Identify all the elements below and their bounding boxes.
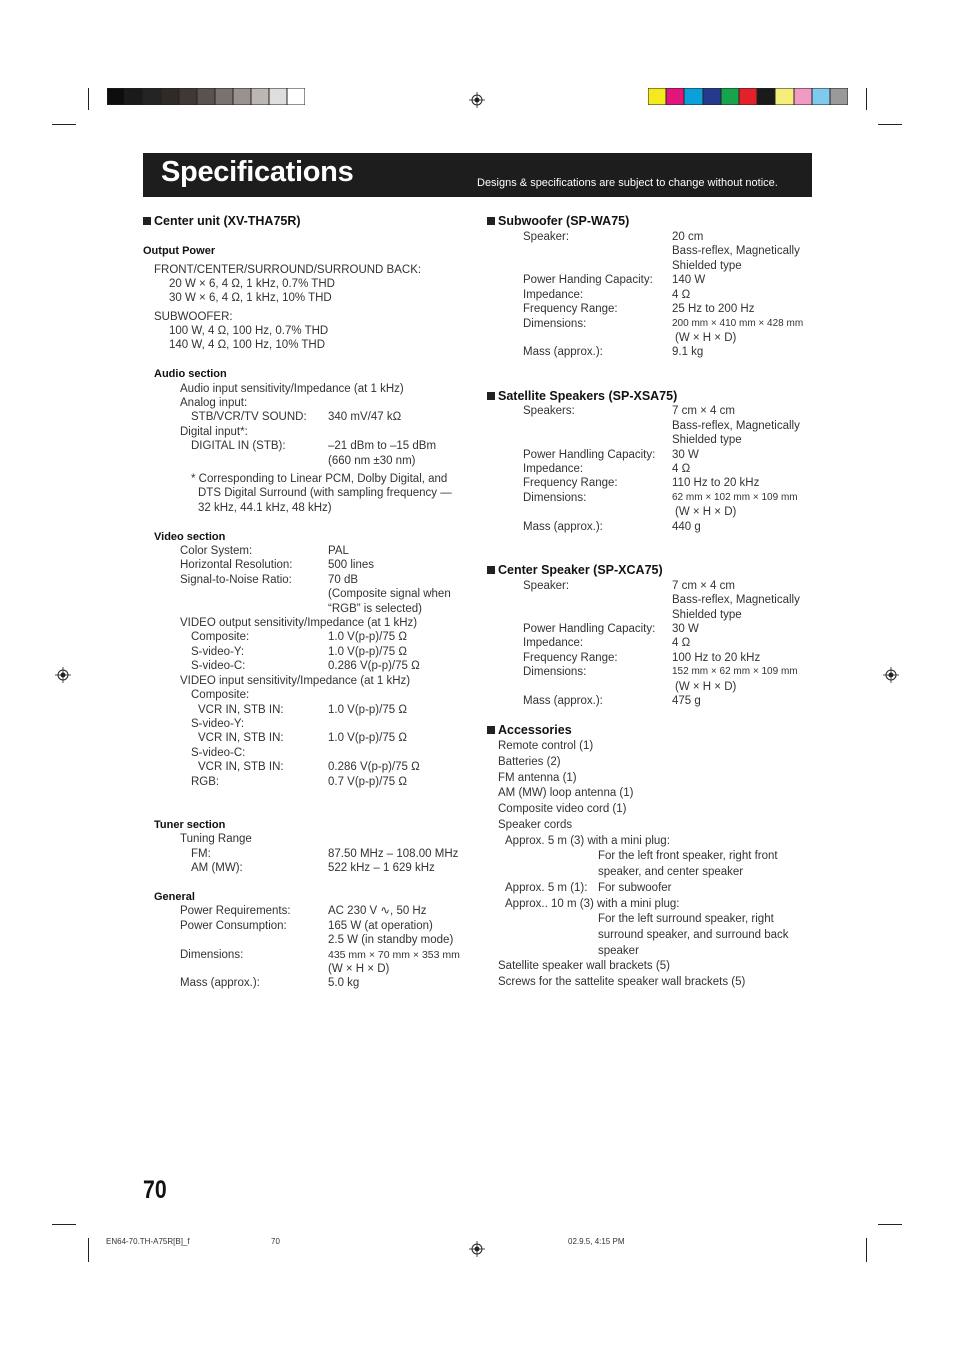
spec-label: Power Handling Capacity: bbox=[523, 623, 656, 635]
spec-value: 25 Hz to 200 Hz bbox=[672, 303, 755, 315]
spec-label: Power Handing Capacity: bbox=[523, 274, 653, 286]
spec-value: 200 mm × 410 mm × 428 mm bbox=[672, 318, 804, 329]
list-item-desc: speaker bbox=[598, 945, 639, 957]
spec-label: Frequency Range: bbox=[523, 303, 618, 315]
section-heading-center-unit bbox=[143, 214, 301, 228]
color-swatch bbox=[107, 88, 125, 105]
section-heading-text: Accessories bbox=[498, 723, 572, 737]
list-item: FM antenna (1) bbox=[498, 772, 577, 784]
spec-value: Bass-reflex, Magnetically bbox=[672, 245, 800, 257]
spec-value: 1.0 V(p-p)/75 Ω bbox=[328, 732, 407, 744]
page-title: Specifications bbox=[161, 156, 354, 188]
spec-value: (660 nm ±30 nm) bbox=[328, 455, 416, 467]
subheading-tuner: Tuner section bbox=[154, 819, 226, 831]
spec-label: AM (MW): bbox=[191, 862, 243, 874]
spec-value: 30 W bbox=[672, 623, 699, 635]
color-swatch bbox=[794, 88, 812, 105]
spec-label: Frequency Range: bbox=[523, 477, 618, 489]
spec-label: Audio input sensitivity/Impedance (at 1 kHz) bbox=[180, 383, 404, 395]
spec-label: Analog input: bbox=[180, 397, 248, 409]
spec-label: VIDEO input sensitivity/Impedance (at 1 kHz) bbox=[180, 675, 411, 687]
spec-label: RGB: bbox=[191, 776, 220, 788]
crop-mark bbox=[88, 88, 89, 110]
spec-value: 100 Hz to 20 kHz bbox=[672, 652, 761, 664]
crop-mark bbox=[878, 1224, 902, 1225]
color-swatch bbox=[125, 88, 143, 105]
footnote: DTS Digital Surround (with sampling frequency — bbox=[198, 487, 452, 499]
spec-label: Color System: bbox=[180, 545, 253, 557]
spec-value: Bass-reflex, Magnetically bbox=[672, 594, 800, 606]
subheading-output-power: Output Power bbox=[143, 245, 216, 257]
list-item-desc: speaker, and center speaker bbox=[598, 866, 744, 878]
section-heading-text: Center Speaker (SP-XCA75) bbox=[498, 563, 663, 577]
spec-value: Shielded type bbox=[672, 260, 742, 272]
spec-value: (W × H × D) bbox=[675, 332, 737, 344]
color-swatch bbox=[143, 88, 161, 105]
spec-label: VCR IN, STB IN: bbox=[198, 761, 284, 773]
crop-mark bbox=[88, 1238, 89, 1262]
color-swatch bbox=[721, 88, 739, 105]
spec-value: 7 cm × 4 cm bbox=[672, 580, 735, 592]
list-item: Speaker cords bbox=[498, 819, 573, 831]
spec-label: SUBWOOFER: bbox=[154, 311, 233, 323]
section-heading-text: Center unit (XV-THA75R) bbox=[154, 214, 301, 228]
color-swatch bbox=[830, 88, 848, 105]
spec-label: Power Handling Capacity: bbox=[523, 449, 656, 461]
spec-value: 435 mm × 70 mm × 353 mm bbox=[328, 949, 460, 961]
spec-label: Mass (approx.): bbox=[180, 977, 260, 989]
spec-label: VCR IN, STB IN: bbox=[198, 732, 284, 744]
color-swatch bbox=[757, 88, 775, 105]
footer-filename: EN64-70.TH-A75R[B]_f bbox=[106, 1237, 190, 1246]
spec-value: 0.7 V(p-p)/75 Ω bbox=[328, 776, 407, 788]
spec-label: Mass (approx.): bbox=[523, 346, 603, 358]
spec-label: FM: bbox=[191, 848, 211, 860]
section-heading-subwoofer bbox=[487, 214, 629, 228]
spec-value: 4 Ω bbox=[672, 637, 691, 649]
crop-mark bbox=[878, 124, 902, 125]
section-heading-satellite bbox=[487, 389, 677, 403]
header-notice: Designs & specifications are subject to change without notice. bbox=[477, 177, 778, 189]
list-item: Satellite speaker wall brackets (5) bbox=[498, 960, 670, 972]
spec-label: Mass (approx.): bbox=[523, 695, 603, 707]
spec-label: Signal-to-Noise Ratio: bbox=[180, 574, 292, 586]
registration-mark-icon bbox=[469, 1241, 485, 1257]
color-swatch bbox=[684, 88, 702, 105]
page-number: 70 bbox=[143, 1176, 167, 1204]
subheading-audio: Audio section bbox=[154, 368, 227, 380]
spec-value: 475 g bbox=[672, 695, 701, 707]
color-swatch bbox=[269, 88, 287, 105]
spec-label: Speaker: bbox=[523, 580, 570, 592]
crop-mark bbox=[866, 88, 867, 110]
spec-value: 0.286 V(p-p)/75 Ω bbox=[328, 660, 420, 672]
color-swatch bbox=[251, 88, 269, 105]
spec-label: DIGITAL IN (STB): bbox=[191, 440, 286, 452]
square-bullet-icon bbox=[487, 217, 495, 225]
spec-value: 0.286 V(p-p)/75 Ω bbox=[328, 761, 420, 773]
spec-value: 87.50 MHz – 108.00 MHz bbox=[328, 848, 459, 860]
spec-label: Impedance: bbox=[523, 637, 584, 649]
spec-value: 62 mm × 102 mm × 109 mm bbox=[672, 492, 798, 503]
crop-mark bbox=[52, 124, 76, 125]
spec-value: (Composite signal when bbox=[328, 588, 451, 600]
registration-mark-icon bbox=[55, 667, 71, 683]
color-swatch bbox=[812, 88, 830, 105]
spec-label: Speaker: bbox=[523, 231, 570, 243]
spec-label: S-video-Y: bbox=[191, 718, 245, 730]
spec-value: 500 lines bbox=[328, 559, 375, 571]
spec-value: 4 Ω bbox=[672, 289, 691, 301]
spec-label: VCR IN, STB IN: bbox=[198, 704, 284, 716]
list-item-desc: surround speaker, and surround back bbox=[598, 929, 789, 941]
list-item: Approx.. 10 m (3) with a mini plug: bbox=[505, 898, 680, 910]
spec-value: Bass-reflex, Magnetically bbox=[672, 420, 800, 432]
spec-value: 30 W × 6, 4 Ω, 1 kHz, 10% THD bbox=[169, 292, 332, 304]
color-swatch bbox=[233, 88, 251, 105]
list-item-desc: For subwoofer bbox=[598, 882, 672, 894]
spec-value: “RGB” is selected) bbox=[328, 603, 422, 615]
spec-value: Shielded type bbox=[672, 434, 742, 446]
spec-value: 70 dB bbox=[328, 574, 359, 586]
spec-label: Impedance: bbox=[523, 289, 584, 301]
spec-value: 20 cm bbox=[672, 231, 704, 243]
spec-value: 1.0 V(p-p)/75 Ω bbox=[328, 646, 407, 658]
spec-label: Power Consumption: bbox=[180, 920, 287, 932]
list-item: Screws for the sattelite speaker wall brackets (5) bbox=[498, 976, 746, 988]
color-swatch bbox=[666, 88, 684, 105]
spec-value: 20 W × 6, 4 Ω, 1 kHz, 0.7% THD bbox=[169, 278, 335, 290]
spec-value: 165 W (at operation) bbox=[328, 920, 433, 932]
section-heading-text: Subwoofer (SP-WA75) bbox=[498, 214, 630, 228]
spec-label: Dimensions: bbox=[523, 492, 587, 504]
registration-mark-icon bbox=[469, 92, 485, 108]
footnote: * Corresponding to Linear PCM, Dolby Digital, and bbox=[191, 473, 448, 485]
color-swatch bbox=[703, 88, 721, 105]
spec-value: PAL bbox=[328, 545, 349, 557]
spec-value: 7 cm × 4 cm bbox=[672, 405, 735, 417]
crop-mark bbox=[52, 1224, 76, 1225]
spec-value: Shielded type bbox=[672, 609, 742, 621]
spec-label: Frequency Range: bbox=[523, 652, 618, 664]
spec-label: STB/VCR/TV SOUND: bbox=[191, 411, 307, 423]
list-item: AM (MW) loop antenna (1) bbox=[498, 787, 634, 799]
list-item: Composite video cord (1) bbox=[498, 803, 627, 815]
square-bullet-icon bbox=[487, 726, 495, 734]
spec-label: Dimensions: bbox=[523, 666, 587, 678]
spec-value: 110 Hz to 20 kHz bbox=[672, 477, 760, 489]
spec-value: 1.0 V(p-p)/75 Ω bbox=[328, 631, 407, 643]
footer-page: 70 bbox=[271, 1237, 280, 1246]
spec-label: Composite: bbox=[191, 689, 250, 701]
spec-value: 440 g bbox=[672, 521, 701, 533]
spec-label: Tuning Range bbox=[180, 833, 252, 845]
color-swatch bbox=[215, 88, 233, 105]
spec-label: FRONT/CENTER/SURROUND/SURROUND BACK: bbox=[154, 264, 422, 276]
section-heading-center-speaker bbox=[487, 563, 663, 577]
footnote: 32 kHz, 44.1 kHz, 48 kHz) bbox=[198, 502, 332, 514]
spec-value: AC 230 V ∿, 50 Hz bbox=[328, 905, 427, 917]
spec-value: –21 dBm to –15 dBm bbox=[328, 440, 437, 452]
spec-value: 9.1 kg bbox=[672, 346, 704, 358]
footer-date: 02.9.5, 4:15 PM bbox=[568, 1237, 625, 1246]
spec-value: 4 Ω bbox=[672, 463, 691, 475]
subheading-video: Video section bbox=[154, 531, 226, 543]
spec-label: Speakers: bbox=[523, 405, 575, 417]
spec-value: 5.0 kg bbox=[328, 977, 360, 989]
spec-value: 30 W bbox=[672, 449, 699, 461]
square-bullet-icon bbox=[487, 566, 495, 574]
section-heading-text: Satellite Speakers (SP-XSA75) bbox=[498, 389, 678, 403]
spec-label: S-video-C: bbox=[191, 660, 246, 672]
spec-label: Digital input*: bbox=[180, 426, 248, 438]
crop-mark bbox=[866, 1238, 867, 1262]
spec-value: (W × H × D) bbox=[328, 963, 390, 975]
list-item: Approx. 5 m (1): bbox=[505, 882, 588, 894]
color-swatch bbox=[179, 88, 197, 105]
spec-label: Composite: bbox=[191, 631, 250, 643]
spec-value: 1.0 V(p-p)/75 Ω bbox=[328, 704, 407, 716]
spec-value: (W × H × D) bbox=[675, 506, 737, 518]
color-swatch bbox=[287, 88, 305, 105]
spec-value: 140 W, 4 Ω, 100 Hz, 10% THD bbox=[169, 339, 326, 351]
color-swatch bbox=[648, 88, 666, 105]
registration-mark-icon bbox=[883, 667, 899, 683]
color-swatch bbox=[775, 88, 793, 105]
spec-value: 152 mm × 62 mm × 109 mm bbox=[672, 666, 798, 677]
spec-label: VIDEO output sensitivity/Impedance (at 1 kHz) bbox=[180, 617, 418, 629]
list-item: Approx. 5 m (3) with a mini plug: bbox=[505, 835, 670, 847]
spec-label: Dimensions: bbox=[523, 318, 587, 330]
list-item: Remote control (1) bbox=[498, 740, 594, 752]
spec-value: 522 kHz – 1 629 kHz bbox=[328, 862, 435, 874]
subheading-general: General bbox=[154, 891, 195, 903]
color-swatch bbox=[739, 88, 757, 105]
spec-label: Mass (approx.): bbox=[523, 521, 603, 533]
spec-value: (W × H × D) bbox=[675, 681, 737, 693]
spec-label: Power Requirements: bbox=[180, 905, 291, 917]
spec-label: S-video-C: bbox=[191, 747, 246, 759]
color-swatch bbox=[161, 88, 179, 105]
spec-value: 140 W bbox=[672, 274, 706, 286]
spec-label: Impedance: bbox=[523, 463, 584, 475]
section-heading-accessories bbox=[487, 723, 572, 737]
spec-value: 2.5 W (in standby mode) bbox=[328, 934, 454, 946]
square-bullet-icon bbox=[487, 392, 495, 400]
spec-value: 100 W, 4 Ω, 100 Hz, 0.7% THD bbox=[169, 325, 329, 337]
color-swatch bbox=[197, 88, 215, 105]
spec-value: 340 mV/47 kΩ bbox=[328, 411, 402, 423]
list-item: Batteries (2) bbox=[498, 756, 561, 768]
spec-label: Dimensions: bbox=[180, 949, 244, 961]
spec-label: Horizontal Resolution: bbox=[180, 559, 293, 571]
list-item-desc: For the left front speaker, right front bbox=[598, 850, 778, 862]
list-item-desc: For the left surround speaker, right bbox=[598, 913, 774, 925]
square-bullet-icon bbox=[143, 217, 151, 225]
spec-label: S-video-Y: bbox=[191, 646, 245, 658]
